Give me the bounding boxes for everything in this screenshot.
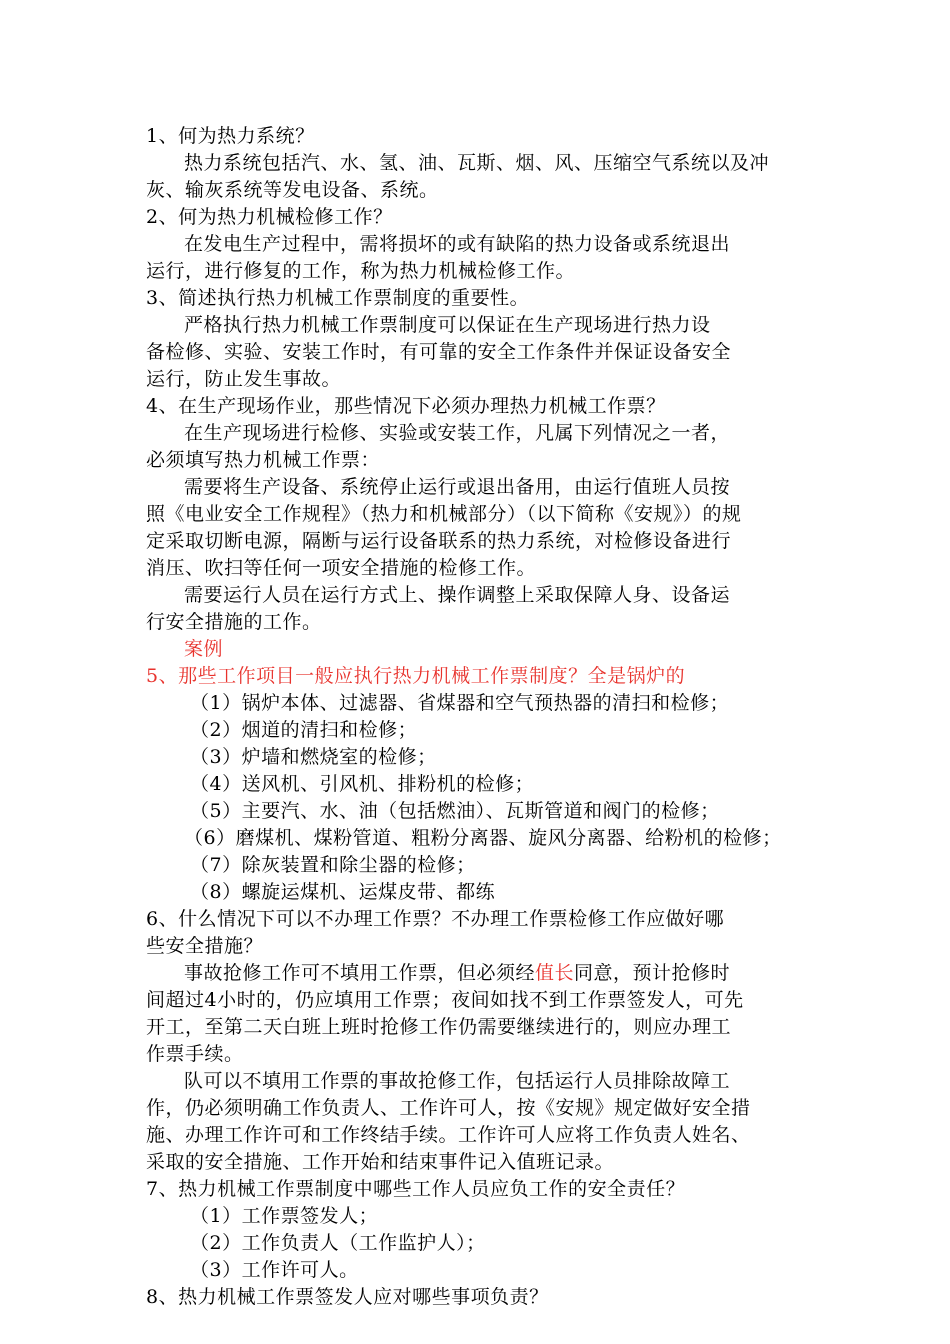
answer-line: 定采取切断电源，隔断与运行设备联系的热力系统，对检修设备进行 bbox=[146, 530, 732, 552]
answer-line: 需要将生产设备、系统停止运行或退出备用，由运行值班人员按 bbox=[184, 476, 731, 498]
list-item: （7）除灰装置和除尘器的检修； bbox=[190, 854, 476, 876]
question-6: 6、什么情况下可以不办理工作票？不办理工作票检修工作应做好哪 bbox=[146, 908, 725, 930]
answer-line: 灰、输灰系统等发电设备、系统。 bbox=[146, 179, 439, 201]
case-label: 案例 bbox=[184, 638, 224, 660]
answer-line: 消压、吹扫等任何一项安全措施的检修工作。 bbox=[146, 557, 537, 579]
answer-line: 行安全措施的工作。 bbox=[146, 611, 322, 633]
answer-line: 热力系统包括汽、水、氢、油、瓦斯、烟、风、压缩空气系统以及冲 bbox=[184, 152, 770, 174]
question-3: 3、简述执行热力机械工作票制度的重要性。 bbox=[146, 287, 530, 309]
list-item: （2）工作负责人（工作监护人）； bbox=[190, 1232, 486, 1254]
answer-line: 照《电业安全工作规程》（热力和机械部分）（以下简称《安规》）的规 bbox=[146, 503, 742, 525]
list-item: （4）送风机、引风机、排粉机的检修； bbox=[190, 773, 535, 795]
document-page bbox=[146, 123, 816, 1311]
answer-line: 必须填写热力机械工作票： bbox=[146, 449, 381, 471]
question-1: 1、何为热力系统？ bbox=[146, 125, 315, 147]
answer-line: 备检修、实验、安装工作时，有可靠的安全工作条件并保证设备安全 bbox=[146, 341, 732, 363]
answer-line: 作，仍必须明确工作负责人、工作许可人，按《安规》规定做好安全措 bbox=[146, 1097, 751, 1119]
list-item: （6）磨煤机、煤粉管道、粗粉分离器、旋风分离器、给粉机的检修； bbox=[184, 827, 782, 849]
answer-line: 运行，进行修复的工作，称为热力机械检修工作。 bbox=[146, 260, 576, 282]
highlight-term: 值长 bbox=[535, 962, 575, 984]
answer-text: 同意，预计抢修时 bbox=[574, 962, 731, 984]
answer-line: 间超过4小时的，仍应填用工作票；夜间如找不到工作票签发人，可先 bbox=[146, 989, 744, 1011]
answer-line: 作票手续。 bbox=[146, 1043, 244, 1065]
answer-text: 事故抢修工作可不填用工作票，但必须经 bbox=[184, 962, 536, 984]
answer-line: 采取的安全措施、工作开始和结束事件记入值班记录。 bbox=[146, 1151, 615, 1173]
answer-line: 运行，防止发生事故。 bbox=[146, 368, 342, 390]
answer-line: 在发电生产过程中，需将损坏的或有缺陷的热力设备或系统退出 bbox=[184, 233, 731, 255]
question-8: 8、热力机械工作票签发人应对哪些事项负责？ bbox=[146, 1286, 549, 1308]
question-5: 5、那些工作项目一般应执行热力机械工作票制度？全是锅炉的 bbox=[146, 665, 686, 687]
list-item: （1）工作票签发人； bbox=[190, 1205, 379, 1227]
answer-line: 队可以不填用工作票的事故抢修工作，包括运行人员排除故障工 bbox=[184, 1070, 731, 1092]
list-item: （3）炉墙和燃烧室的检修； bbox=[190, 746, 437, 768]
list-item: （5）主要汽、水、油（包括燃油）、瓦斯管道和阀门的检修； bbox=[190, 800, 720, 822]
list-item: （8）螺旋运煤机、运煤皮带、都练 bbox=[190, 881, 496, 903]
answer-line: 在生产现场进行检修、实验或安装工作，凡属下列情况之一者， bbox=[184, 422, 731, 444]
list-item: （1）锅炉本体、过滤器、省煤器和空气预热器的清扫和检修； bbox=[190, 692, 730, 714]
list-item: （2）烟道的清扫和检修； bbox=[190, 719, 418, 741]
answer-line: 严格执行热力机械工作票制度可以保证在生产现场进行热力设 bbox=[184, 314, 711, 336]
list-item: （3）工作许可人。 bbox=[190, 1259, 359, 1281]
answer-line bbox=[146, 960, 816, 987]
question-2: 2、何为热力机械检修工作？ bbox=[146, 206, 393, 228]
answer-line: 开工，至第二天白班上班时抢修工作仍需要继续进行的，则应办理工 bbox=[146, 1016, 732, 1038]
question-4: 4、在生产现场作业，那些情况下必须办理热力机械工作票？ bbox=[146, 395, 666, 417]
question-6-cont: 些安全措施？ bbox=[146, 935, 264, 957]
question-7: 7、热力机械工作票制度中哪些工作人员应负工作的安全责任？ bbox=[146, 1178, 686, 1200]
answer-line: 施、办理工作许可和工作终结手续。工作许可人应将工作负责人姓名、 bbox=[146, 1124, 751, 1146]
answer-line: 需要运行人员在运行方式上、操作调整上采取保障人身、设备运 bbox=[184, 584, 731, 606]
